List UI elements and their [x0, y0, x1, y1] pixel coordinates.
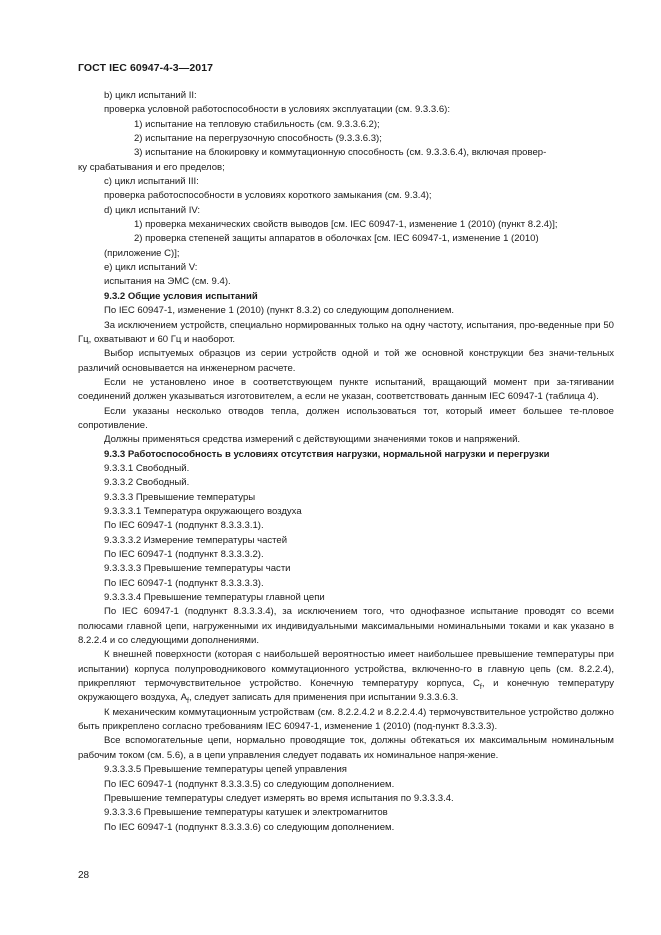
list-item-continuation: (приложение C)];	[104, 247, 180, 259]
paragraph: b) цикл испытаний II:	[104, 90, 197, 101]
paragraph: d) цикл испытаний IV:	[104, 204, 201, 216]
paragraph: 9.3.3.3.4 Превышение температуры главной цепи	[104, 592, 325, 604]
subscript: f	[479, 684, 482, 691]
paragraph: За исключением устройств, специально нормированных только на одну частоту, испытания, про-веденные при 50 Гц, охватывают и 60 Гц и наоборот.	[78, 319, 614, 345]
paragraph	[78, 648, 614, 705]
document-header: ГОСТ IEC 60947-4-3—2017	[78, 62, 214, 74]
page-number: 28	[78, 870, 90, 881]
paragraph-text: К внешней поверхности (которая с наибольшей вероятностью имеет наибольшее превышение температуры при испытании) корпуса полупроводникового коммутационного устройства, включенно-го в главную цепь (см. 8.2.2.4), прикрепляют термочувствительное устройство. Конечную температуру корпуса, C	[78, 649, 614, 690]
list-item: 3) испытание на блокировку и коммутационную способность (см. 9.3.3.6.4), включая провер-	[134, 147, 547, 159]
paragraph: e) цикл испытаний V:	[104, 262, 198, 274]
paragraph: проверка условной работоспособности в условиях эксплуатации (см. 9.3.3.6):	[104, 104, 450, 116]
paragraph: 9.3.3.3 Превышение температуры	[104, 491, 256, 503]
paragraph: По IEC 60947-1 (подпункт 8.3.3.3.3).	[104, 577, 264, 589]
list-item: 1) проверка механических свойств выводов [см. IEC 60947-1, изменение 1 (2010) (пункт 8.2.4)];	[134, 219, 558, 231]
subscript: f	[187, 698, 189, 706]
paragraph: 9.3.3.3.6 Превышение температуры катушек и электромагнитов	[104, 807, 388, 819]
paragraph: К механическим коммутационным устройствам (см. 8.2.2.4.2 и 8.2.2.4.4) термочувствительное устройство должно быть прикреплено согласно требованиям IEC 60947-1, изменение 1 (2010) (под-пункт 8.3.3.3).	[78, 706, 614, 733]
paragraph: c) цикл испытаний III:	[104, 176, 199, 188]
paragraph: Все вспомогательные цепи, нормально проводящие ток, должны обтекаться их максимальным номинальным рабочим током (см. 5.6), а в цепи управления следует подавать их номинальное напря-жение.	[78, 735, 614, 761]
list-item: 1) испытание на тепловую стабильность (см. 9.3.3.6.2);	[134, 118, 380, 130]
paragraph: испытания на ЭМС (см. 9.4).	[104, 276, 231, 288]
section-heading: 9.3.2 Общие условия испытаний	[104, 290, 258, 302]
paragraph: По IEC 60947-1 (подпункт 8.3.3.3.1).	[104, 520, 264, 532]
paragraph: Выбор испытуемых образцов из серии устройств одной и той же основной конструкции без значи-тельных различий основывается на инженерном расчете.	[78, 348, 614, 374]
paragraph: проверка работоспособности в условиях короткого замыкания (см. 9.3.4);	[104, 190, 432, 202]
document-body	[78, 89, 614, 835]
paragraph: 9.3.3.3.5 Превышение температуры цепей управления	[104, 764, 347, 776]
list-item: 2) проверка степеней защиты аппаратов в оболочках [см. IEC 60947-1, изменение 1 (2010)	[134, 233, 539, 245]
list-item: 2) испытание на перегрузочную способность (9.3.3.6.3);	[134, 133, 382, 145]
paragraph: 9.3.3.3.1 Температура окружающего воздуха	[104, 505, 302, 517]
paragraph: 9.3.3.3.3 Превышение температуры части	[104, 563, 291, 575]
paragraph: Если указаны несколько отводов тепла, должен использоваться тот, который имеет большее те-пловое сопротивление.	[78, 405, 614, 431]
paragraph: Если не установлено иное в соответствующем пункте испытаний, вращающий момент при за-тягивании соединений должен указываться изготовителем, а если не указан, соответствовать данным IEC 60947-1 (таблица 4).	[78, 376, 614, 403]
paragraph: По IEC 60947-1 (подпункт 8.3.3.3.2).	[104, 549, 264, 560]
paragraph: Превышение температуры следует измерять во время испытания по 9.3.3.3.4.	[104, 792, 454, 804]
paragraph: По IEC 60947-1, изменение 1 (2010) (пункт 8.3.2) со следующим дополнением.	[104, 305, 455, 317]
paragraph-text: , следует записать для применения при испытании 9.3.3.6.3.	[189, 692, 459, 704]
paragraph: Должны применяться средства измерений с действующими значениями токов и напряжений.	[104, 434, 521, 446]
paragraph-text: , и конечную температуру окружающего воздуха, A	[78, 678, 614, 704]
paragraph: 9.3.3.2 Свободный.	[104, 477, 190, 489]
section-heading: 9.3.3 Работоспособность в условиях отсутствия нагрузки, нормальной нагрузки и перегрузки	[104, 448, 550, 460]
paragraph: По IEC 60947-1 (подпункт 8.3.3.3.5) со следующим дополнением.	[104, 778, 395, 790]
paragraph: 9.3.3.3.2 Измерение температуры частей	[104, 534, 288, 546]
paragraph: 9.3.3.1 Свободный.	[104, 462, 190, 474]
paragraph: По IEC 60947-1 (подпункт 8.3.3.3.6) со следующим дополнением.	[104, 821, 395, 833]
list-item-continuation: ку срабатывания и его пределов;	[78, 161, 225, 173]
paragraph: По IEC 60947-1 (подпункт 8.3.3.3.4), за исключением того, что однофазное испытание проводят со всеми полюсами главной цепи, нагруженными их индивидуальными максимальными номинальными токами и как указано в 8.2.2.4 и со следующими дополнениями.	[78, 606, 614, 647]
